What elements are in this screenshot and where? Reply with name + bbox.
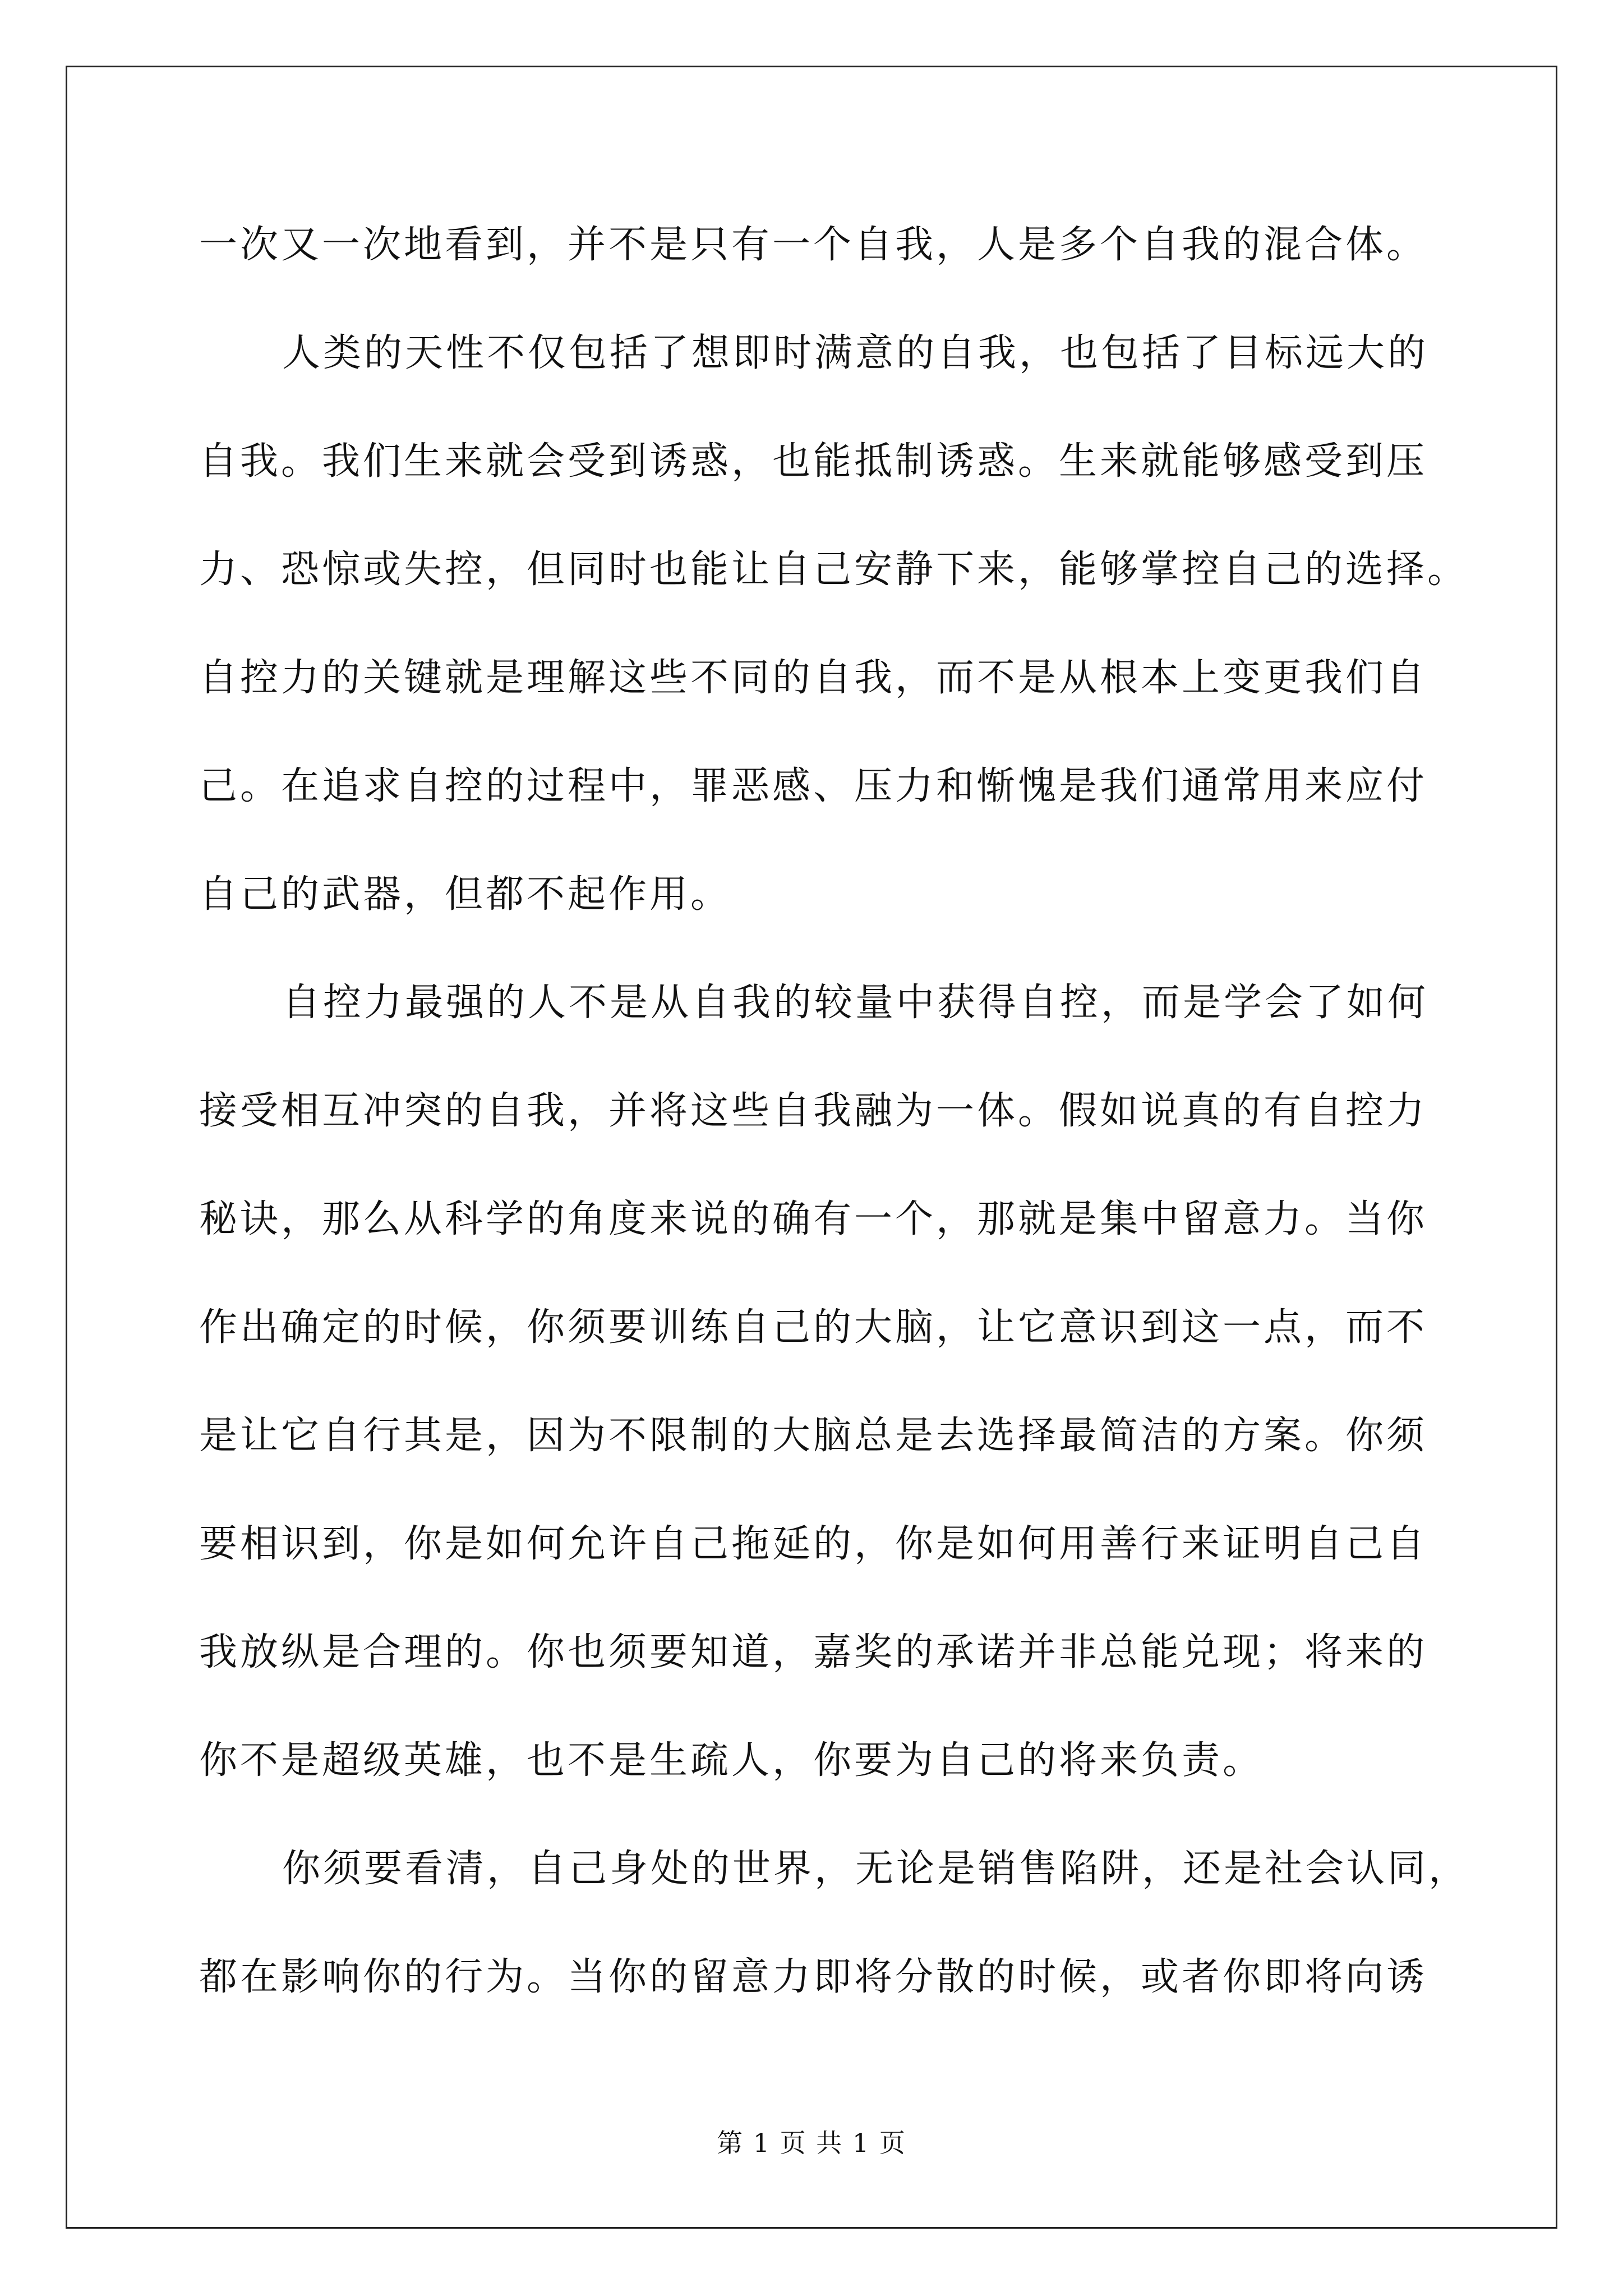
text-line: 力、恐惊或失控，但同时也能让自己安静下来，能够掌控自己的选择。 <box>199 547 1469 592</box>
document-body <box>199 191 1470 2031</box>
text-line: 自己的武器，但都不起作用。 <box>199 872 732 917</box>
text-line: 秘诀，那么从科学的角度来说的确有一个，那就是集中留意力。当你 <box>199 1197 1428 1241</box>
text-line: 我放纵是合理的。你也须要知道，嘉奖的承诺并非总能兑现；将来的 <box>199 1630 1428 1674</box>
text-line: 是让它自行其是，因为不限制的大脑总是去选择最简洁的方案。你须 <box>199 1414 1428 1458</box>
page-number-footer: 第 1 页 共 1 页 <box>717 2128 906 2158</box>
text-line: 自控力的关键就是理解这些不同的自我，而不是从根本上变更我们自 <box>199 656 1428 700</box>
text-line: 一次又一次地看到，并不是只有一个自我，人是多个自我的混合体。 <box>199 223 1428 267</box>
text-line: 都在影响你的行为。当你的留意力即将分散的时候，或者你即将向诱 <box>199 1955 1428 1999</box>
text-line: 自我。我们生来就会受到诱惑，也能抵制诱惑。生来就能够感受到压 <box>199 439 1428 484</box>
paragraph-start-line: 人类的天性不仅包括了想即时满意的自我，也包括了目标远大的 <box>282 331 1429 375</box>
text-line: 己。在追求自控的过程中，罪恶感、压力和惭愧是我们通常用来应付 <box>199 764 1428 808</box>
text-line: 你不是超级英雄，也不是生疏人，你要为自己的将来负责。 <box>199 1738 1264 1783</box>
paragraph-start-line: 自控力最强的人不是从自我的较量中获得自控，而是学会了如何 <box>282 981 1429 1025</box>
paragraph-start-line: 你须要看清，自己身处的世界，无论是销售陷阱，还是社会认同， <box>282 1847 1470 1891</box>
text-line: 要相识到，你是如何允许自己拖延的，你是如何用善行来证明自己自 <box>199 1522 1428 1566</box>
text-line: 接受相互冲突的自我，并将这些自我融为一体。假如说真的有自控力 <box>199 1089 1428 1133</box>
text-line: 作出确定的时候，你须要训练自己的大脑，让它意识到这一点，而不 <box>199 1305 1428 1350</box>
